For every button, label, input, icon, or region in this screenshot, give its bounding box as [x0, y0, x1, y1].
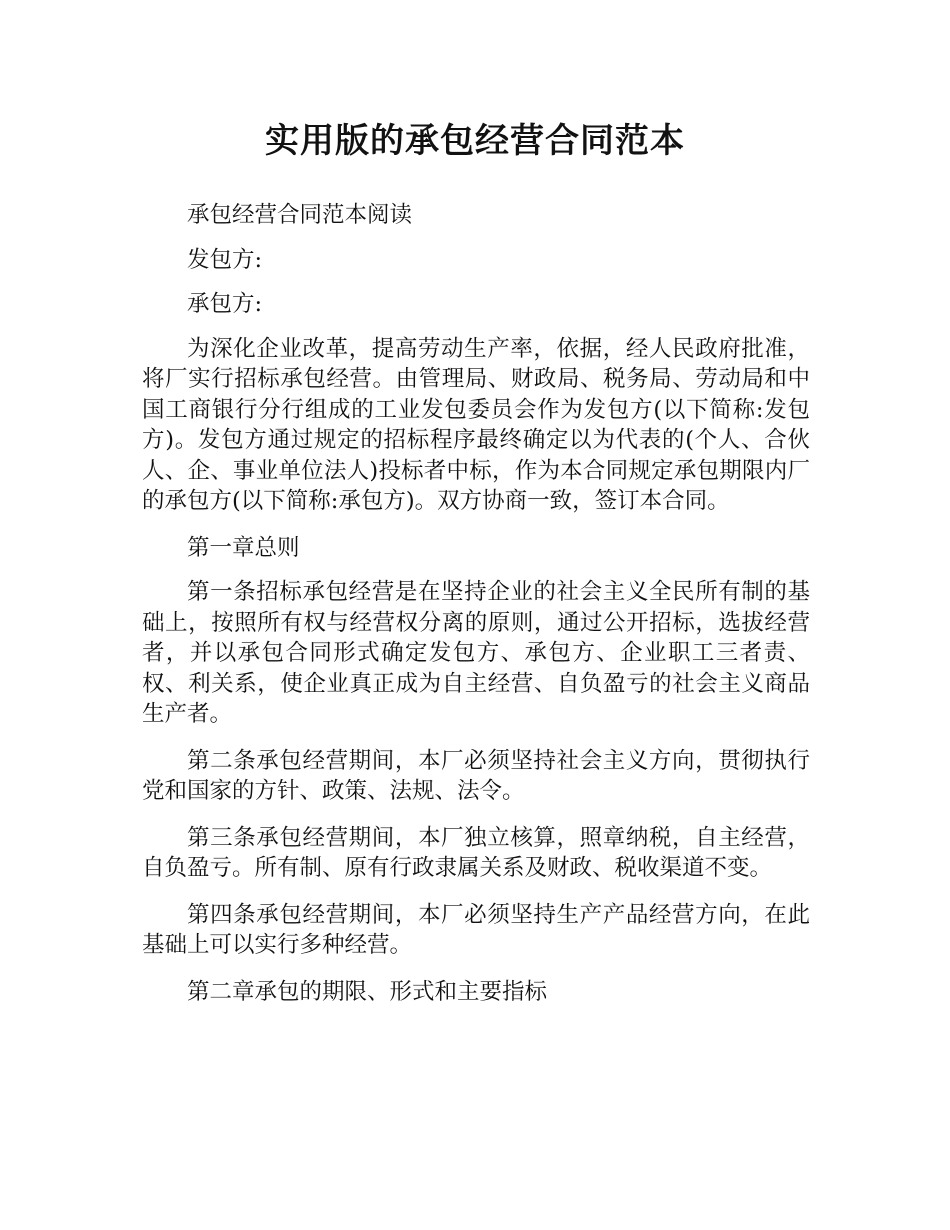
paragraph-preamble: 为深化企业改革，提高劳动生产率，依据，经人民政府批准，将厂实行招标承包经营。由管理局、财政局、税务局、劳动局和中国工商银行分行组成的工业发包委员会作为发包方(以下简称:发包方)。发包方通过规定的招标程序最终确定以为代表的(个人、合伙人、企、事业单位法人)投标者中标，作为本合同规定承包期限内厂的承包方(以下简称:承包方)。双方协商一致，签订本合同。 — [142, 335, 810, 514]
chapter-heading-1: 第一章总则 — [187, 534, 300, 561]
article-3: 第三条承包经营期间，本厂独立核算，照章纳税，自主经营，自负盈亏。所有制、原有行政隶属关系及财政、税收渠道不变。 — [142, 824, 810, 881]
article-2: 第二条承包经营期间，本厂必须坚持社会主义方向，贯彻执行党和国家的方针、政策、法规、法令。 — [142, 747, 810, 804]
article-1: 第一条招标承包经营是在坚持企业的社会主义全民所有制的基础上，按照所有权与经营权分离的原则，通过公开招标，选拔经营者，并以承包合同形式确定发包方、承包方、企业职工三者责、权、利关系，使企业真正成为自主经营、自负盈亏的社会主义商品生产者。 — [142, 579, 810, 727]
document-title: 实用版的承包经营合同范本 — [265, 121, 685, 161]
paragraph-employer: 发包方: — [187, 246, 263, 273]
article-4: 第四条承包经营期间，本厂必须坚持生产产品经营方向，在此基础上可以实行多种经营。 — [142, 901, 810, 958]
paragraph-contractor: 承包方: — [187, 291, 263, 317]
paragraph-intro: 承包经营合同范本阅读 — [187, 202, 413, 228]
chapter-heading-2: 第二章承包的期限、形式和主要指标 — [187, 978, 548, 1005]
document-body — [142, 200, 810, 1021]
